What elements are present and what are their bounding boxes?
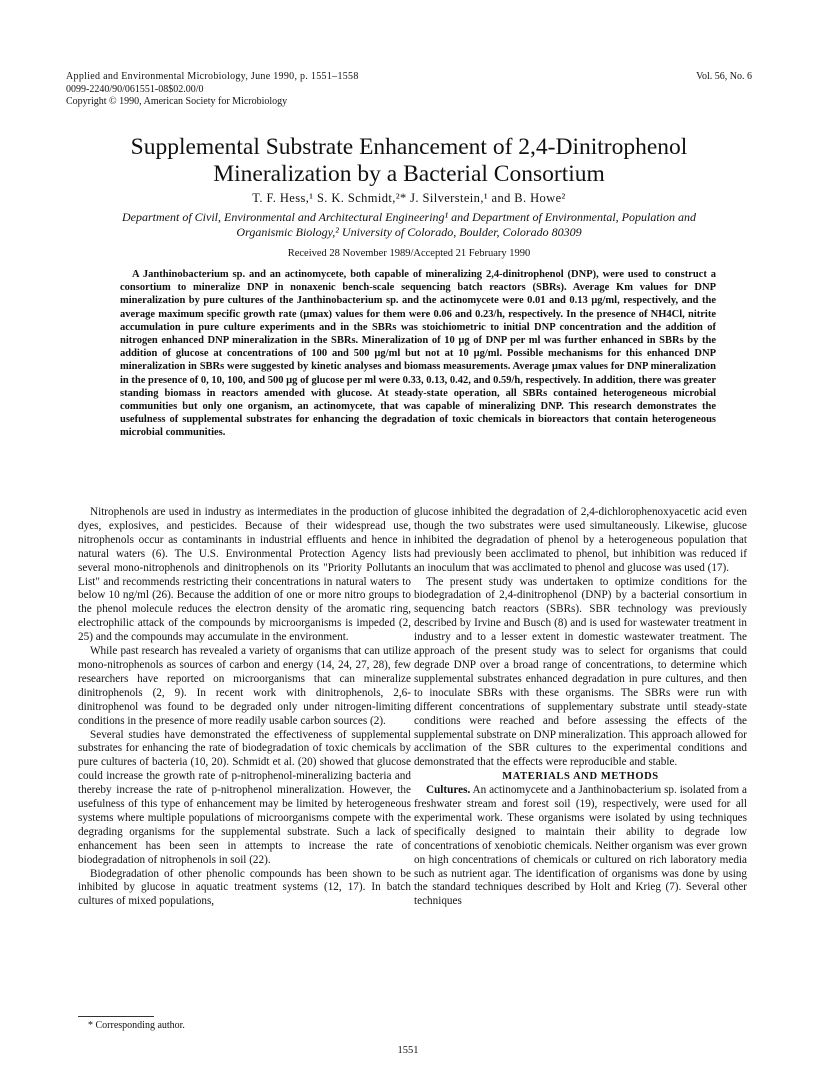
- title-line-2: Mineralization by a Bacterial Consortium: [213, 161, 605, 187]
- affiliations: [66, 210, 752, 239]
- affiliation-line-2: Organismic Biology,² University of Colorado, Boulder, Colorado 80309: [236, 224, 582, 239]
- copyright-line: Copyright © 1990, American Society for Microbiology: [66, 96, 288, 107]
- body-paragraph: While past research has revealed a variety of organisms that can utilize mono-nitrophenols as sources of carbon and energy (14, 24, 27, 28), few researchers have reported on microorganisms that can mineralize dinitrophenols (2, 9). In recent work with dinitrophenols, 2,6-dinitrophenol was found to be degraded only under nitrogen-limiting conditions in the presence of more readily usable carbon sources (2).: [78, 645, 411, 727]
- page-number: 1551: [397, 1045, 419, 1056]
- volume-issue: Vol. 56, No. 6: [696, 71, 752, 82]
- body-paragraph: Several studies have demonstrated the effectiveness of supplemental substrates for enhancing the rate of biodegradation of toxic chemicals by pure cultures of bacteria (10, 20). Schmidt et al. (20) showed that glucose could increase the growth rate of p-nitrophenol-mineralizing bacteria and thereby increase the rate of p-nitrophenol mineralization. However, the usefulness of this type of enhancement may be limited by heterogeneous systems where multiple populations of microorganisms compete with the degrading organisms for the supplemental substrate. Such a lack of enhancement has been seen in attempts to increase the rate of biodegradation of nitrophenols in soil (22).: [78, 728, 411, 866]
- body-paragraph: The present study was undertaken to optimize conditions for the biodegradation of 2,4-dinitrophenol (DNP) by a bacterial consortium in sequencing batch reactors (SBRs). SBR technology was previously described by Irvine and Busch (8) and is used for wastewater treatment in industry and to a lesser extent in domestic wastewater treatment. The approach of the present study was to select for organisms that could degrade DNP over a broad range of concentrations, to determine which supplemental substrates enhanced degradation in pure cultures, and then to inoculate SBRs with these organisms. The SBRs were run with different concentrations of supplementary substrate until steady-state conditions were reached and before assessing the effects of the supplemental substrate on DNP mineralization. This approach allowed for acclimation of the SBR cultures to the experimental conditions and demonstrated that the effects were reproducible and stable.: [414, 575, 747, 769]
- journal-header: [66, 71, 752, 109]
- body-paragraph: glucose inhibited the degradation of 2,4-dichlorophenoxyacetic acid even though the two substrates were used simultaneously. Likewise, glucose inhibited the degradation of phenol by a heterogeneous population that had previously been acclimated to phenol, but inhibition was reduced if an inoculum that was acclimated to phenol and glucose was used (17).: [414, 506, 747, 574]
- cultures-text: An actinomycete and a Janthinobacterium sp. isolated from a freshwater stream and forest soil (19), respectively, were used for all experimental work. These organisms were isolated by using techniques specifically designed to maintain their ability to degrade low concentrations of xenobiotic chemicals. Neither organism was ever grown on high concentrations of chemicals or cultured on rich laboratory media such as nutrient agar. The identification of organisms was done by using the standard techniques described by Holt and Krieg (7). Several other techniques: [414, 784, 747, 908]
- body-paragraph: Biodegradation of other phenolic compounds has been shown to be inhibited by glucose in aquatic treatment systems (12, 17). In batch cultures of mixed populations,: [78, 867, 411, 908]
- cultures-paragraph: [414, 784, 747, 909]
- section-heading: MATERIALS AND METHODS: [502, 771, 659, 783]
- received-accepted-dates: Received 28 November 1989/Accepted 21 February 1990: [287, 248, 531, 259]
- article-title: [66, 134, 752, 188]
- issn-line: 0099-2240/90/061551-08$02.00/0: [66, 83, 204, 95]
- author-list: T. F. Hess,¹ S. K. Schmidt,²* J. Silverstein,¹ and B. Howe²: [252, 191, 566, 205]
- footnote: * Corresponding author.: [88, 1020, 185, 1031]
- journal-citation: Applied and Environmental Microbiology, June 1990, p. 1551–1558: [66, 71, 359, 82]
- right-column: [414, 506, 747, 909]
- title-line-1: Supplemental Substrate Enhancement of 2,4-Dinitrophenol: [130, 134, 688, 160]
- footnote-divider: [78, 1016, 154, 1017]
- body-paragraph: Nitrophenols are used in industry as intermediates in the production of dyes, explosives, and pesticides. Because of their widespread use, nitrophenols occur as contaminants in industrial effluents and hence in natural waters (6). The U.S. Environmental Protection Agency lists several mono-nitrophenols and dinitrophenols on its "Priority Pollutants List" and recommends restricting their concentrations in natural waters to below 10 ng/ml (26). Because the addition of one or more nitro groups to the phenol molecule reduces the electron density of the aromatic ring, electrophilic attack of the compounds by microorganisms is impeded (2, 25) and the compounds may accumulate in the environment.: [78, 506, 411, 644]
- affiliation-line-1: Department of Civil, Environmental and Architectural Engineering¹ and Department of Environmental, Population and: [122, 210, 696, 224]
- left-column: [78, 506, 411, 909]
- abstract: A Janthinobacterium sp. and an actinomycete, both capable of mineralizing 2,4-dinitrophenol (DNP), were used to construct a consortium to mineralize DNP in nonaxenic bench-scale sequencing batch reactors (SBRs). Average Km values for DNP mineralization by pure cultures of the Janthinobacterium sp. and the actinomycete were 0.01 and 0.13 µg/ml, respectively, and the average maximum specific growth rate (µmax) values for them were 0.06 and 0.23/h, respectively. In the presence of NH4Cl, nitrite accumulation in pure culture experiments and in the SBRs was stoichiometric to initial DNP concentration and the addition of nitrogen enhanced DNP mineralization in the SBRs. Mineralization of 10 µg of DNP per ml was further enhanced in SBRs by the addition of glucose at concentrations of 100 and 500 µg/ml but not at 10 µg/ml. Possible mechanisms for this enhanced DNP mineralization in SBRs were suggested by kinetic analyses and biomass measurements. Average µmax values for DNP mineralization in the presence of 0, 10, 100, and 500 µg of glucose per ml were 0.33, 0.13, 0.42, and 0.59/h, respectively. In addition, there was greater standing biomass in reactors amended with glucose. At steady-state operation, all SBRs contained heterogeneous microbial communities but only one organism, an actinomycete, that was capable of mineralizing DNP. This research demonstrates the usefulness of supplemental substrates for enhancing the degradation of toxic chemicals in bioreactors that contain heterogeneous microbial communities.: [120, 269, 716, 439]
- runin-heading: Cultures.: [426, 784, 471, 797]
